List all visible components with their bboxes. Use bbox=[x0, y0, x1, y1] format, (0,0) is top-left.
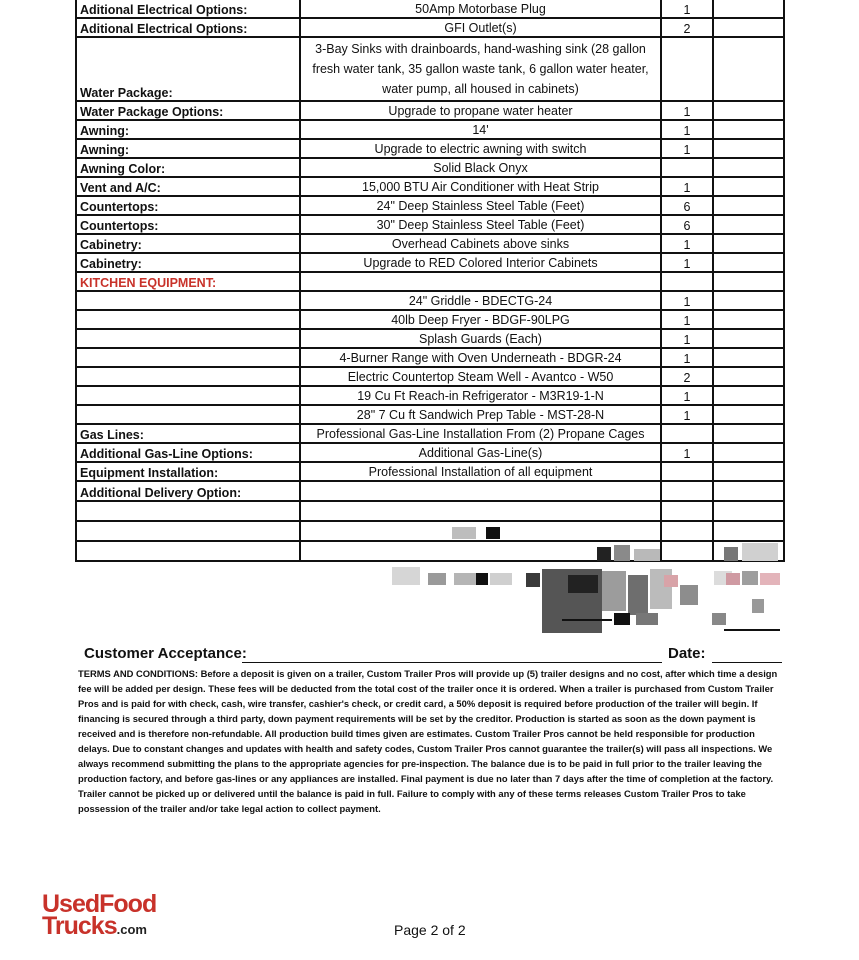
row-extra bbox=[713, 196, 784, 215]
row-quantity: 6 bbox=[661, 215, 713, 234]
row-extra bbox=[713, 177, 784, 196]
row-description: Upgrade to propane water heater bbox=[300, 101, 661, 120]
row-label: Aditional Electrical Options: bbox=[76, 18, 300, 37]
row-description: Professional Gas-Line Installation From (2) Propane Cages bbox=[300, 424, 661, 443]
row-extra bbox=[713, 424, 784, 443]
row-quantity: 1 bbox=[661, 386, 713, 405]
terms-and-conditions: TERMS AND CONDITIONS: Before a deposit is given on a trailer, Custom Trailer Pros will provide up (5) trailer designs and no cost, after which time a design fee will be added per design. These fees will be deducted from the total cost of the trailer once it is ordered. When a trailer is purchased from Custom Trailer Pros and is paid for with check, cash, wire transfer, cashier's check, or credit card, a 50% deposit is required before production of the trailer will begin. If financing is secured through a third party, down payment requirements will be set by the creditor. Production is started as soon as the down payment is received and is therefore non-refundable. All production build times given are estimates. Custom Trailer Pros cannot be held responsible for production delays. Due to constant changes and updates with health and safety codes, Custom Trailer Pros cannot guarantee the trailer(s) will pass all inspections. We always recommend submitting the plans to the appropriate agencies for pre-inspection. The balance due is to be paid in full prior to the trailer leaving the production factory, and before gas-lines or any appliances are installed. Final payment is due no later than 7 days after the time of completion at the factory. Trailer cannot be picked up or delivered until the balance is paid in full. Failure to comply with any of these terms releases Custom Trailer Pros to take possession of the trailer and/or take legal action to collect payment. bbox=[78, 668, 778, 814]
row-label: Vent and A/C: bbox=[76, 177, 300, 196]
row-quantity: 1 bbox=[661, 329, 713, 348]
row-quantity: 1 bbox=[661, 443, 713, 462]
table-row bbox=[76, 424, 784, 443]
row-label: Awning: bbox=[76, 120, 300, 139]
row-label: Countertops: bbox=[76, 215, 300, 234]
row-quantity: 2 bbox=[661, 367, 713, 386]
row-label: Water Package Options: bbox=[76, 101, 300, 120]
row-description: Overhead Cabinets above sinks bbox=[300, 234, 661, 253]
logo-line-1: UsedFood bbox=[42, 890, 157, 918]
row-extra bbox=[713, 234, 784, 253]
row-quantity: 2 bbox=[661, 18, 713, 37]
row-label: Water Package: bbox=[76, 37, 300, 101]
logo-line-2 bbox=[42, 912, 156, 941]
date-signature-line bbox=[712, 662, 782, 663]
table-row bbox=[76, 501, 784, 521]
customer-acceptance-signature-line bbox=[242, 662, 662, 663]
row-label: Countertops: bbox=[76, 196, 300, 215]
row-extra bbox=[713, 291, 784, 310]
logo-suffix: .com bbox=[116, 922, 147, 937]
row-label: Cabinetry: bbox=[76, 253, 300, 272]
row-extra bbox=[713, 443, 784, 462]
row-label: Awning: bbox=[76, 139, 300, 158]
row-label: Additional Gas-Line Options: bbox=[76, 443, 300, 462]
options-table-body bbox=[76, 0, 784, 561]
table-row bbox=[76, 177, 784, 196]
table-row bbox=[76, 272, 784, 291]
row-quantity: 1 bbox=[661, 234, 713, 253]
row-quantity: 1 bbox=[661, 291, 713, 310]
table-row bbox=[76, 443, 784, 462]
row-extra bbox=[713, 0, 784, 18]
row-extra bbox=[713, 253, 784, 272]
row-quantity: 1 bbox=[661, 120, 713, 139]
table-row bbox=[76, 462, 784, 481]
table-row bbox=[76, 386, 784, 405]
row-label bbox=[76, 501, 300, 521]
row-extra bbox=[713, 158, 784, 177]
row-label bbox=[76, 329, 300, 348]
customer-acceptance-label: Customer Acceptance: bbox=[84, 645, 247, 662]
row-label: Equipment Installation: bbox=[76, 462, 300, 481]
row-extra bbox=[713, 481, 784, 501]
row-description: Electric Countertop Steam Well - Avantco - W50 bbox=[300, 367, 661, 386]
row-quantity bbox=[661, 424, 713, 443]
row-label bbox=[76, 541, 300, 561]
row-extra bbox=[713, 272, 784, 291]
row-description: 50Amp Motorbase Plug bbox=[300, 0, 661, 18]
table-row bbox=[76, 291, 784, 310]
row-extra bbox=[713, 462, 784, 481]
table-row bbox=[76, 405, 784, 424]
table-row bbox=[76, 348, 784, 367]
row-label: Aditional Electrical Options: bbox=[76, 0, 300, 18]
row-description bbox=[300, 272, 661, 291]
row-description: 19 Cu Ft Reach-in Refrigerator - M3R19-1-N bbox=[300, 386, 661, 405]
row-quantity bbox=[661, 37, 713, 101]
row-label bbox=[76, 521, 300, 541]
row-extra bbox=[713, 348, 784, 367]
row-label: Additional Delivery Option: bbox=[76, 481, 300, 501]
table-row bbox=[76, 0, 784, 18]
row-label bbox=[76, 405, 300, 424]
row-description: 4-Burner Range with Oven Underneath - BDGR-24 bbox=[300, 348, 661, 367]
row-quantity: 1 bbox=[661, 139, 713, 158]
row-label: Awning Color: bbox=[76, 158, 300, 177]
row-extra bbox=[713, 501, 784, 521]
table-row bbox=[76, 329, 784, 348]
row-quantity bbox=[661, 272, 713, 291]
row-description bbox=[300, 501, 661, 521]
row-description: 24" Deep Stainless Steel Table (Feet) bbox=[300, 196, 661, 215]
row-extra bbox=[713, 329, 784, 348]
row-label bbox=[76, 367, 300, 386]
table-row bbox=[76, 37, 784, 101]
row-quantity: 1 bbox=[661, 405, 713, 424]
row-quantity bbox=[661, 501, 713, 521]
row-quantity: 1 bbox=[661, 310, 713, 329]
row-description: GFI Outlet(s) bbox=[300, 18, 661, 37]
row-label: KITCHEN EQUIPMENT: bbox=[76, 272, 300, 291]
table-row bbox=[76, 120, 784, 139]
table-row bbox=[76, 367, 784, 386]
row-extra bbox=[713, 120, 784, 139]
row-label bbox=[76, 348, 300, 367]
row-label: Cabinetry: bbox=[76, 234, 300, 253]
row-label bbox=[76, 310, 300, 329]
row-quantity: 6 bbox=[661, 196, 713, 215]
row-label: Gas Lines: bbox=[76, 424, 300, 443]
table-row bbox=[76, 310, 784, 329]
row-description: 30" Deep Stainless Steel Table (Feet) bbox=[300, 215, 661, 234]
row-description: Splash Guards (Each) bbox=[300, 329, 661, 348]
table-row bbox=[76, 101, 784, 120]
row-description: 15,000 BTU Air Conditioner with Heat Strip bbox=[300, 177, 661, 196]
options-table bbox=[75, 0, 785, 562]
row-quantity: 1 bbox=[661, 348, 713, 367]
row-quantity: 1 bbox=[661, 253, 713, 272]
row-extra bbox=[713, 37, 784, 101]
row-quantity bbox=[661, 158, 713, 177]
row-extra bbox=[713, 18, 784, 37]
row-quantity bbox=[661, 462, 713, 481]
table-row bbox=[76, 18, 784, 37]
row-quantity: 1 bbox=[661, 177, 713, 196]
table-row bbox=[76, 481, 784, 501]
table-row bbox=[76, 253, 784, 272]
table-row bbox=[76, 139, 784, 158]
row-label bbox=[76, 291, 300, 310]
row-description: Solid Black Onyx bbox=[300, 158, 661, 177]
usedfoodtrucks-logo bbox=[42, 890, 157, 941]
row-description: Professional Installation of all equipment bbox=[300, 462, 661, 481]
row-extra bbox=[713, 367, 784, 386]
redacted-area bbox=[392, 523, 788, 635]
table-row bbox=[76, 196, 784, 215]
row-extra bbox=[713, 310, 784, 329]
table-row bbox=[76, 215, 784, 234]
row-description bbox=[300, 481, 661, 501]
row-description: 24" Griddle - BDECTG-24 bbox=[300, 291, 661, 310]
table-row bbox=[76, 234, 784, 253]
logo-line-2-text: Trucks bbox=[42, 912, 117, 940]
row-extra bbox=[713, 215, 784, 234]
row-description: Additional Gas-Line(s) bbox=[300, 443, 661, 462]
row-description: Upgrade to RED Colored Interior Cabinets bbox=[300, 253, 661, 272]
row-quantity: 1 bbox=[661, 0, 713, 18]
date-label: Date: bbox=[668, 645, 706, 662]
row-extra bbox=[713, 405, 784, 424]
row-description: 3-Bay Sinks with drainboards, hand-washing sink (28 gallon fresh water tank, 35 gallon waste tank, 6 gallon water heater, water pump, all housed in cabinets) bbox=[300, 37, 661, 101]
row-quantity: 1 bbox=[661, 101, 713, 120]
row-description: 28" 7 Cu ft Sandwich Prep Table - MST-28-N bbox=[300, 405, 661, 424]
row-quantity bbox=[661, 481, 713, 501]
row-label bbox=[76, 386, 300, 405]
page-number: Page 2 of 2 bbox=[394, 922, 466, 938]
row-description: 40lb Deep Fryer - BDGF-90LPG bbox=[300, 310, 661, 329]
row-description: Upgrade to electric awning with switch bbox=[300, 139, 661, 158]
row-extra bbox=[713, 139, 784, 158]
row-extra bbox=[713, 386, 784, 405]
row-description: 14' bbox=[300, 120, 661, 139]
table-row bbox=[76, 158, 784, 177]
row-extra bbox=[713, 101, 784, 120]
